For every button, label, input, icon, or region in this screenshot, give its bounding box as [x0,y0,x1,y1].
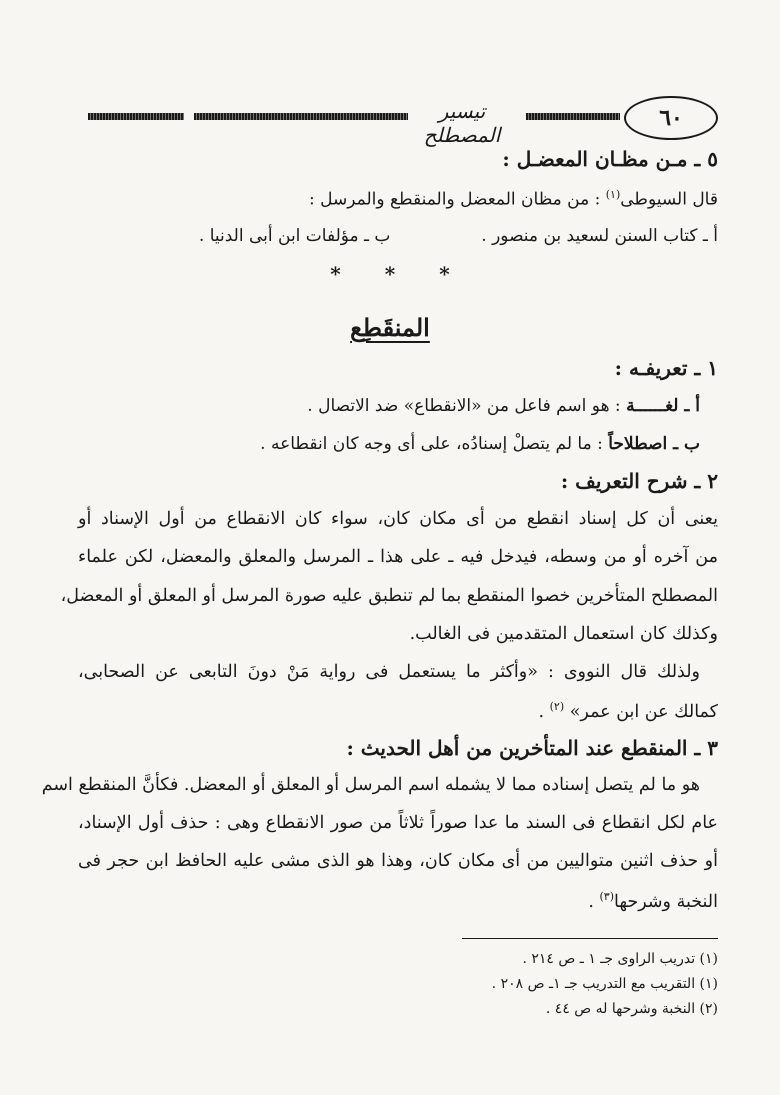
footnote-ref[interactable]: (٢) [549,700,565,713]
mudal-sources [78,226,718,246]
footnote: (٢) النخبة وشرحها له ص ٤٤ . [545,1001,718,1017]
footnote: (١) تدريب الراوى جـ ١ ـ ص ٢١٤ . [522,951,718,967]
section-separator: * * * [330,262,450,286]
paragraph-line: عام لكل انقطاع فى السند ما عدا صوراً ثلاثاً من صور الانقطاع وهى : حذف أول الإسناد، [78,813,718,833]
mudal-item-b: ب ـ مؤلفات ابن أبى الدنيا . [198,226,391,246]
mudal-heading: ٥ ـ مـن مظـان المعضـل : [502,147,718,171]
paragraph-line: من آخره أو من وسطه، فيدخل فيه ـ على هذا ـ المرسل والمعلق والمعضل، لكن علماء [78,547,718,567]
mudal-intro: قال السيوطى$^{(١)}$ : من مظان المعضل والمنقطع والمرسل : [309,188,718,210]
header-rule [88,113,184,120]
header-rule [526,113,620,120]
definition-heading: ١ ـ تعريفـه : [614,356,718,380]
nawawi-quote: ولذلك قال النووى : «وأكثر ما يستعمل فى رواية مَنْ دونَ التابعى عن الصحابى، [78,662,700,682]
explanation-heading: ٢ ـ شرح التعريف : [560,469,718,493]
paragraph-line: يعنى أن كل إسناد انقطع من أى مكان كان، سواء كان الانقطاع من أول الإسناد أو [78,509,718,529]
paragraph-line: وكذلك كان استعمال المتقدمين فى الغالب. [409,624,718,644]
page-number: ٦٠ [624,96,718,140]
nawawi-quote-end: كمالك عن ابن عمر» $^{(٢)}$ . [538,700,718,722]
definition-istilah: ب ـ اصطلاحاً : ما لم يتصلْ إسنادُه، على أى وجه كان انقطاعه . [260,434,700,454]
definition-lugha: أ ـ لغــــــة : هو اسم فاعل من «الانقطاع» ضد الاتصال . [307,396,700,416]
paragraph-line: المصطلح المتأخرين خصوا المنقطع بما لم تنطبق عليه صورة المرسل أو المعلق أو المعضل، [60,586,718,606]
paragraph-line: هو ما لم يتصل إسناده مما لا يشمله اسم المرسل أو المعلق أو المعضل. فكأنَّ المنقطع اسم [41,775,700,795]
lugha-label: أ ـ لغــــــة [626,396,700,416]
paragraph-line: أو حذف اثنين متواليين من أى مكان كان، وهذا هو الذى مشى عليه الحافظ ابن حجر فى [78,851,718,871]
running-title: تيسير المصطلح [423,99,501,147]
istilah-label: ب ـ اصطلاحاً [608,434,700,454]
late-scholars-heading: ٣ ـ المنقطع عند المتأخرين من أهل الحديث : [346,736,718,760]
footnote-rule [462,938,718,939]
footnote: (١) التقريب مع التدريب جـ ١ـ ص ٢٠٨ . [491,976,718,992]
header-rule [194,113,408,120]
paragraph-line: النخبة وشرحها$^{(٣)}$ . [588,890,718,912]
footnote-ref[interactable]: (١) [605,188,621,201]
mudal-item-a: أ ـ كتاب السنن لسعيد بن منصور . [481,226,718,246]
section-title: المنقَطِع [350,313,430,342]
footnote-ref[interactable]: (٣) [599,890,615,903]
